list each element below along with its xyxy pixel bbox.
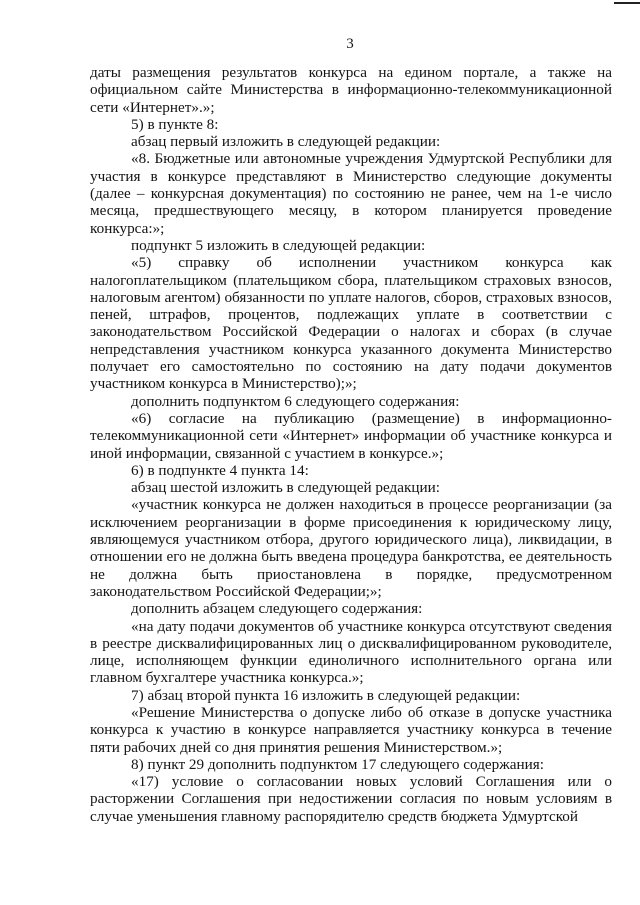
paragraph: абзац первый изложить в следующей редакции: (131, 133, 441, 151)
paragraph: «Решение Министерства о допуске либо об отказе в допуске участника конкурса к участию в конкурсе направляется участнику конкурса в течение пяти рабочих дней со дня принятия решения Министерством.»; (90, 703, 612, 756)
paragraph: 6) в подпункте 4 пункта 14: (131, 461, 309, 479)
paragraph: «на дату подачи документов об участнике конкурса отсутствуют сведения в реестре дисквалифицированных лиц о дисквалифицированном руководителе, лице, исполняющем функции единоличного исполнительного органа или главном бухгалтере участника конкурса.»; (90, 617, 612, 687)
paragraph: «участник конкурса не должен находиться в процессе реорганизации (за исключением реорганизации в форме присоединения к юридическому лицу, являющемуся участником отбора, другого юридического лица), ликвидации, в отношении его не должна быть введена процедура банкротства, ее деятельность не должна быть приостановлена в порядке, предусмотренном законодательством Российской Федерации;»; (90, 496, 612, 600)
corner-mark (614, 2, 640, 4)
paragraph: «6) согласие на публикацию (размещение) в информационно-телекоммуникационной сети «Интернет» информации об участнике конкурса и иной информации, связанной с участием в конкурсе.»; (90, 409, 612, 462)
page-number: 3 (346, 36, 354, 52)
paragraph: 8) пункт 29 дополнить подпунктом 17 следующего содержания: (131, 755, 544, 773)
paragraph: дополнить абзацем следующего содержания: (131, 600, 423, 618)
paragraph: «17) условие о согласовании новых условий Соглашения или о расторжении Соглашения при недостижении согласия по новым условиям в случае уменьшения главному распорядителю средств бюджета Удмуртской (90, 773, 612, 825)
paragraph: «8. Бюджетные или автономные учреждения Удмуртской Республики для участия в конкурсе представляют в Министерство следующие документы (далее – конкурсная документация) по состоянию не ранее, чем на 1-е число месяца, предшествующего месяцу, в котором планируется проведение конкурса:»; (90, 150, 612, 237)
paragraph: 7) абзац второй пункта 16 изложить в следующей редакции: (131, 686, 521, 704)
paragraph: подпункт 5 изложить в следующей редакции: (131, 236, 426, 254)
paragraph: абзац шестой изложить в следующей редакции: (131, 479, 440, 497)
paragraph: даты размещения результатов конкурса на едином портале, а также на официальном сайте Министерства в информационно-телекоммуникационной сети «Интернет».»; (90, 64, 612, 116)
paragraph: 5) в пункте 8: (131, 115, 219, 133)
paragraph: дополнить подпунктом 6 следующего содержания: (131, 392, 460, 410)
document-body (90, 64, 612, 825)
paragraph: «5) справку об исполнении участником конкурса как налогоплательщиком (плательщиком сбора, плательщиком страховых взносов, налоговым агентом) обязанности по уплате налогов, сборов, страховых взносов, пеней, штрафов, процентов, подлежащих уплате в соответствии с законодательством Российской Федерации о налогах и сборах (в случае непредставления участником конкурса указанного документа Министерство получает его самостоятельно по состоянию на дату подачи документов участником конкурса в Министерство);»; (90, 254, 612, 393)
